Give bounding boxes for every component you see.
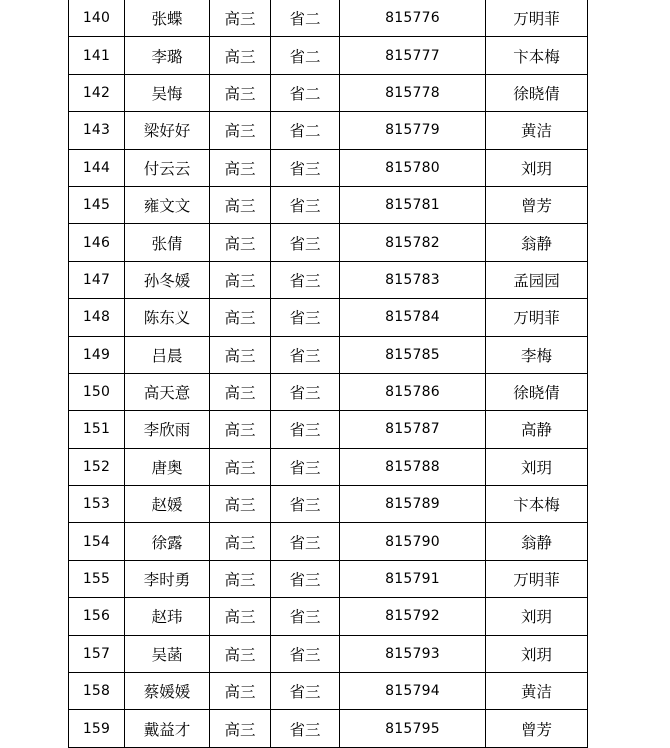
cell-student-name: 李欣雨 [125,411,210,448]
table-row [69,37,588,74]
cell-code: 815788 [340,448,486,485]
cell-award-level: 省三 [271,448,340,485]
cell-grade: 高三 [210,224,271,261]
cell-code: 815794 [340,673,486,710]
cell-student-name: 戴益才 [125,710,210,747]
cell-teacher: 徐晓倩 [486,373,588,410]
cell-code: 815789 [340,486,486,523]
cell-student-name: 张蝶 [125,0,210,37]
table-row [69,673,588,710]
cell-number: 150 [69,373,125,410]
cell-award-level: 省二 [271,112,340,149]
cell-award-level: 省三 [271,261,340,298]
cell-student-name: 李时勇 [125,560,210,597]
cell-code: 815783 [340,261,486,298]
cell-teacher: 刘玥 [486,635,588,672]
cell-grade: 高三 [210,710,271,747]
cell-number: 158 [69,673,125,710]
cell-number: 145 [69,186,125,223]
cell-award-level: 省三 [271,486,340,523]
cell-number: 143 [69,112,125,149]
cell-code: 815795 [340,710,486,747]
cell-number: 142 [69,74,125,111]
cell-grade: 高三 [210,486,271,523]
cell-number: 159 [69,710,125,747]
cell-code: 815792 [340,598,486,635]
cell-student-name: 陈东义 [125,299,210,336]
table-row [69,411,588,448]
table-row [69,523,588,560]
cell-grade: 高三 [210,336,271,373]
cell-number: 154 [69,523,125,560]
cell-teacher: 黄洁 [486,673,588,710]
roster-body [69,0,588,747]
cell-grade: 高三 [210,37,271,74]
cell-code: 815777 [340,37,486,74]
cell-grade: 高三 [210,448,271,485]
cell-student-name: 雍文文 [125,186,210,223]
table-row [69,598,588,635]
table-row [69,112,588,149]
roster-table [68,0,588,748]
cell-student-name: 徐露 [125,523,210,560]
cell-teacher: 万明菲 [486,560,588,597]
cell-number: 147 [69,261,125,298]
cell-number: 148 [69,299,125,336]
cell-code: 815776 [340,0,486,37]
cell-teacher: 万明菲 [486,299,588,336]
table-row [69,336,588,373]
cell-student-name: 孙冬媛 [125,261,210,298]
cell-number: 152 [69,448,125,485]
cell-student-name: 吕晨 [125,336,210,373]
cell-teacher: 卞本梅 [486,486,588,523]
cell-grade: 高三 [210,598,271,635]
cell-number: 149 [69,336,125,373]
cell-number: 140 [69,0,125,37]
cell-award-level: 省三 [271,186,340,223]
cell-code: 815790 [340,523,486,560]
cell-number: 155 [69,560,125,597]
table-row [69,373,588,410]
cell-award-level: 省三 [271,673,340,710]
cell-award-level: 省三 [271,373,340,410]
cell-student-name: 梁好好 [125,112,210,149]
cell-student-name: 蔡媛媛 [125,673,210,710]
cell-teacher: 孟园园 [486,261,588,298]
table-row [69,224,588,261]
cell-student-name: 李璐 [125,37,210,74]
cell-teacher: 刘玥 [486,149,588,186]
cell-grade: 高三 [210,0,271,37]
cell-number: 151 [69,411,125,448]
cell-code: 815784 [340,299,486,336]
cell-award-level: 省二 [271,0,340,37]
cell-grade: 高三 [210,299,271,336]
cell-teacher: 曾芳 [486,710,588,747]
cell-student-name: 赵媛 [125,486,210,523]
table-row [69,710,588,747]
cell-grade: 高三 [210,74,271,111]
cell-award-level: 省二 [271,74,340,111]
cell-award-level: 省二 [271,37,340,74]
cell-teacher: 李梅 [486,336,588,373]
cell-grade: 高三 [210,635,271,672]
cell-grade: 高三 [210,149,271,186]
cell-code: 815793 [340,635,486,672]
cell-teacher: 翁静 [486,224,588,261]
table-row [69,186,588,223]
cell-teacher: 黄洁 [486,112,588,149]
cell-code: 815785 [340,336,486,373]
cell-student-name: 唐奥 [125,448,210,485]
cell-code: 815779 [340,112,486,149]
cell-teacher: 曾芳 [486,186,588,223]
cell-grade: 高三 [210,112,271,149]
cell-code: 815786 [340,373,486,410]
cell-student-name: 赵玮 [125,598,210,635]
cell-award-level: 省三 [271,523,340,560]
table-row [69,74,588,111]
cell-grade: 高三 [210,673,271,710]
cell-grade: 高三 [210,373,271,410]
table-row [69,0,588,37]
cell-number: 144 [69,149,125,186]
cell-number: 146 [69,224,125,261]
table-row [69,486,588,523]
cell-student-name: 付云云 [125,149,210,186]
cell-teacher: 卞本梅 [486,37,588,74]
cell-teacher: 徐晓倩 [486,74,588,111]
cell-grade: 高三 [210,186,271,223]
table-row [69,635,588,672]
table-row [69,261,588,298]
cell-award-level: 省三 [271,710,340,747]
cell-award-level: 省三 [271,224,340,261]
cell-number: 153 [69,486,125,523]
cell-code: 815780 [340,149,486,186]
cell-award-level: 省三 [271,299,340,336]
cell-student-name: 张倩 [125,224,210,261]
cell-code: 815778 [340,74,486,111]
cell-code: 815787 [340,411,486,448]
table-row [69,560,588,597]
cell-number: 156 [69,598,125,635]
cell-number: 157 [69,635,125,672]
cell-award-level: 省三 [271,411,340,448]
cell-teacher: 翁静 [486,523,588,560]
table-row [69,448,588,485]
cell-code: 815781 [340,186,486,223]
cell-award-level: 省三 [271,149,340,186]
cell-teacher: 万明菲 [486,0,588,37]
cell-grade: 高三 [210,523,271,560]
cell-code: 815782 [340,224,486,261]
table-row [69,149,588,186]
cell-student-name: 吴菡 [125,635,210,672]
table-row [69,299,588,336]
cell-award-level: 省三 [271,598,340,635]
cell-teacher: 高静 [486,411,588,448]
cell-grade: 高三 [210,261,271,298]
cell-teacher: 刘玥 [486,598,588,635]
cell-code: 815791 [340,560,486,597]
cell-teacher: 刘玥 [486,448,588,485]
cell-grade: 高三 [210,560,271,597]
cell-award-level: 省三 [271,635,340,672]
cell-number: 141 [69,37,125,74]
cell-grade: 高三 [210,411,271,448]
cell-award-level: 省三 [271,336,340,373]
cell-award-level: 省三 [271,560,340,597]
cell-student-name: 吴悔 [125,74,210,111]
cell-student-name: 高天意 [125,373,210,410]
